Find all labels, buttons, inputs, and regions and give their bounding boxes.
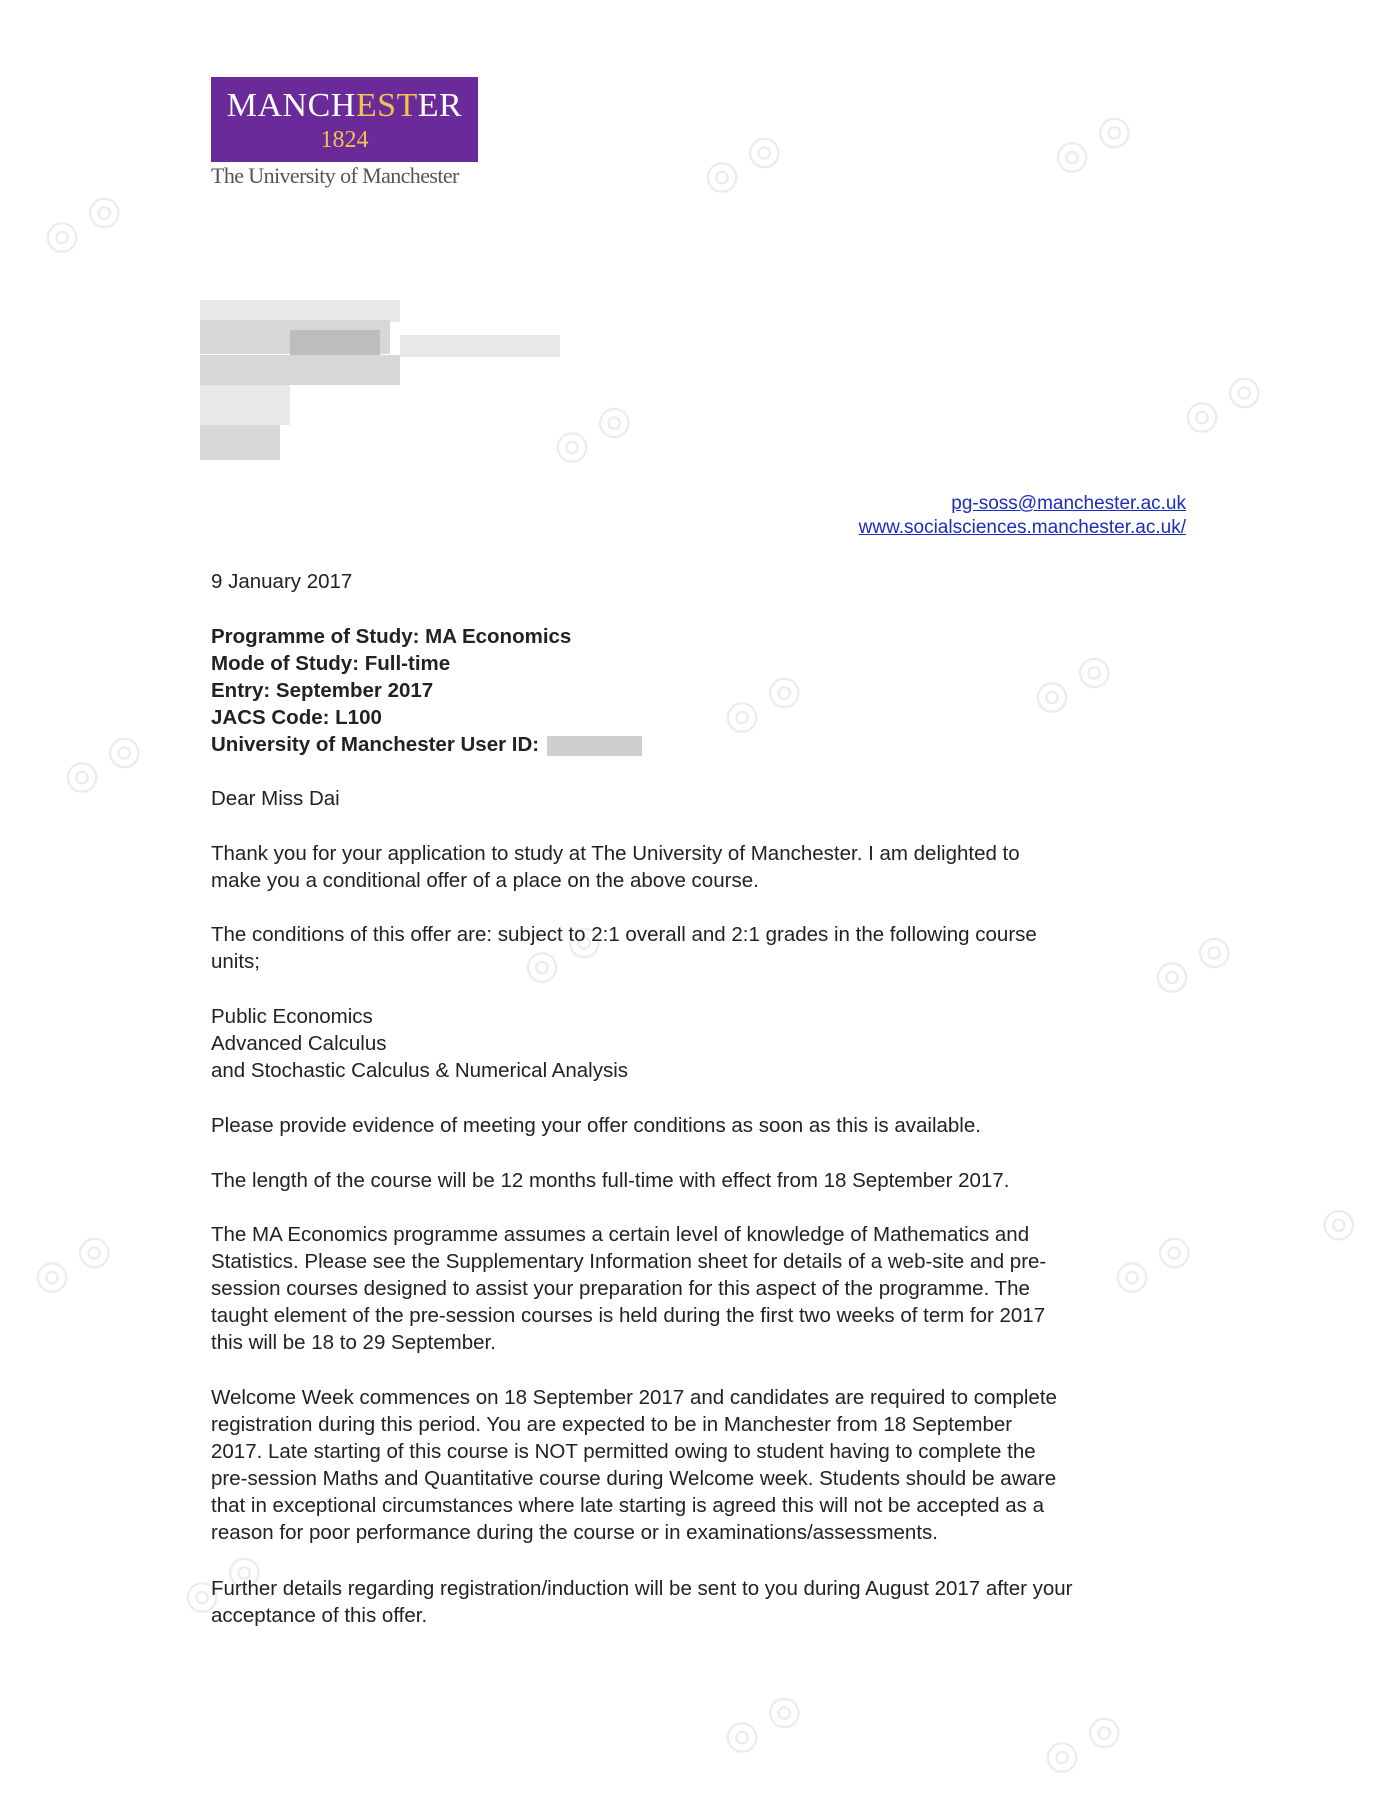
text-line: make you a conditional offer of a place on the above course. [211, 869, 759, 892]
watermark: ◎ ◎ [54, 722, 150, 804]
paragraph-further-details [211, 1575, 1201, 1629]
watermark: ◎ ◎ [1034, 1702, 1130, 1784]
watermark: ◎ ◎ [1044, 102, 1140, 184]
website-link[interactable]: www.socialsciences.manchester.ac.uk/ [858, 517, 1186, 538]
list-item: and Stochastic Calculus & Numerical Analysis [211, 1059, 629, 1082]
watermark: ◎ ◎ [1024, 642, 1120, 724]
text-line: The MA Economics programme assumes a certain level of knowledge of Mathematics and [211, 1223, 1030, 1246]
watermark: ◎ ◎ [514, 912, 610, 994]
paragraph-conditions [211, 921, 1201, 975]
paragraph-length: The length of the course will be 12 months full-time with effect from 18 September 2017. [211, 1169, 1010, 1192]
text-line: Welcome Week commences on 18 September 2017 and candidates are required to complete [211, 1386, 1057, 1409]
course-units-list [211, 1003, 1201, 1084]
email-link[interactable]: pg-soss@manchester.ac.uk [951, 493, 1186, 514]
text-line: taught element of the pre-session courses is held during the first two weeks of term for 2017 [211, 1304, 1046, 1327]
watermark: ◎ ◎ [714, 662, 810, 744]
text-line: Statistics. Please see the Supplementary Information sheet for details of a web-site and pre- [211, 1250, 1047, 1273]
text-line: session courses designed to assist your preparation for this aspect of the programme. The [211, 1277, 1030, 1300]
text-line: reason for poor performance during the course or in examinations/assessments. [211, 1521, 938, 1544]
user-id-label: University of Manchester User ID: [211, 733, 540, 756]
paragraph-welcome-week [211, 1384, 1201, 1546]
salutation: Dear Miss Dai [211, 787, 340, 810]
entry-line: Entry: September 2017 [211, 679, 434, 702]
watermark: ◎ ◎ [694, 122, 790, 204]
university-logo [211, 77, 478, 162]
text-line: registration during this period. You are expected to be in Manchester from 18 September [211, 1413, 1013, 1436]
mode-line: Mode of Study: Full-time [211, 652, 451, 675]
watermark: ◎ ◎ [714, 1682, 810, 1764]
paragraph-evidence: Please provide evidence of meeting your offer conditions as soon as this is available. [211, 1114, 981, 1137]
list-item: Advanced Calculus [211, 1032, 387, 1055]
watermark: ◎ ◎ [24, 1222, 120, 1304]
text-line: this will be 18 to 29 September. [211, 1331, 496, 1354]
watermark: ◎ ◎ [34, 182, 130, 264]
user-id-line [211, 731, 1201, 758]
logo-subtitle: The University of Manchester [211, 163, 459, 188]
logo-wordmark: MANCHESTER [226, 87, 463, 124]
text-line: that in exceptional circumstances where late starting is agreed this will not be accepted as a [211, 1494, 1044, 1517]
letter-date: 9 January 2017 [211, 570, 353, 593]
watermark: ◎ ◎ [174, 1542, 270, 1624]
offer-details [211, 623, 1201, 758]
paragraph-presession [211, 1221, 1201, 1356]
contact-block [859, 492, 1186, 540]
programme-line: Programme of Study: MA Economics [211, 625, 572, 648]
text-line: 2017. Late starting of this course is NOT permitted owing to student having to complete the [211, 1440, 1036, 1463]
watermark: ◎ ◎ [1174, 362, 1270, 444]
jacs-line: JACS Code: L100 [211, 706, 382, 729]
text-line: pre-session Maths and Quantitative course during Welcome week. Students should be aware [211, 1467, 1057, 1490]
watermark: ◎ [1310, 1194, 1365, 1252]
text-line: units; [211, 950, 260, 973]
text-line: Further details regarding registration/induction will be sent to you during August 2017 after your [211, 1577, 1073, 1600]
text-line: The conditions of this offer are: subject to 2:1 overall and 2:1 grades in the following course [211, 923, 1037, 946]
watermark: ◎ ◎ [544, 392, 640, 474]
list-item: Public Economics [211, 1005, 373, 1028]
watermark: ◎ ◎ [1104, 1222, 1200, 1304]
watermark: ◎ ◎ [1144, 922, 1240, 1004]
text-line: Thank you for your application to study at The University of Manchester. I am delighted to [211, 842, 1020, 865]
paragraph-offer [211, 840, 1201, 894]
redacted-user-id [547, 736, 642, 756]
text-line: acceptance of this offer. [211, 1604, 428, 1627]
logo-year: 1824 [320, 127, 369, 153]
